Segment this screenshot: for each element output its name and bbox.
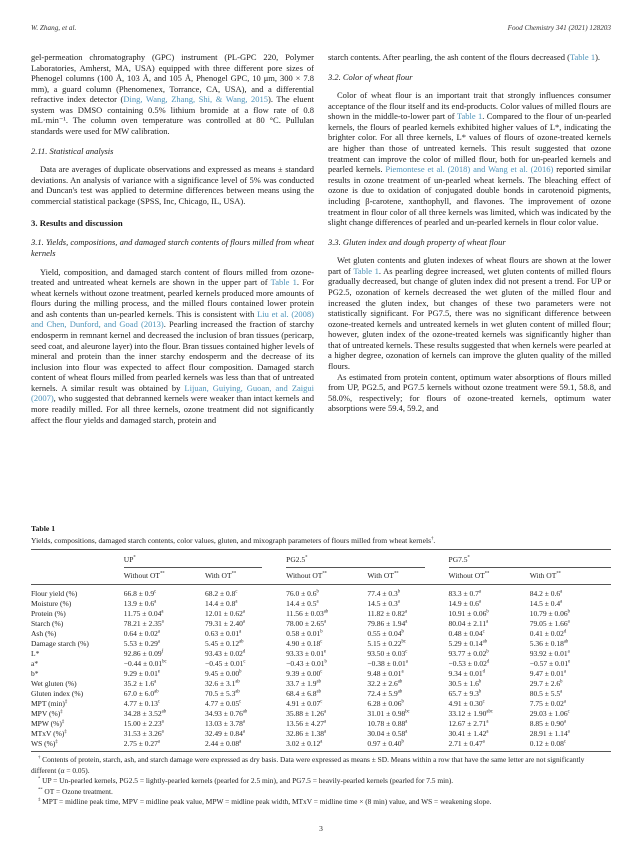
column-group-header: PG7.5* <box>449 550 611 569</box>
table-cell: 12.01 ± 0.62$^a$ <box>204 608 245 618</box>
citation-link[interactable]: Piemontese et al. (2018) and Wang et al. (2016) <box>385 164 554 175</box>
row-label: Wet gluten (%) <box>31 678 77 688</box>
body-text: Color of wheat flour is an important trait that strongly influences consumer acceptance of the flour itself and its end-products. Color values of milled flours are shown in the middle-to-lower part of <box>328 90 611 122</box>
table-cell: 93.33 ± 0.01$^e$ <box>286 648 327 658</box>
table-cell: 29.7 ± 2.6$^b$ <box>529 678 563 688</box>
section-heading: 3.1. Yields, compositions, and damaged starch contents of flours milled from wheat kernels <box>31 237 314 258</box>
table-row <box>31 678 611 688</box>
table-row <box>31 608 611 618</box>
table-cell: 79.31 ± 2.40$^a$ <box>204 618 245 628</box>
table-cell: 10.91 ± 0.06$^b$ <box>448 608 489 618</box>
table-cell: 11.56 ± 0.03$^{ab}$ <box>286 608 329 618</box>
table-row <box>31 598 611 608</box>
table-cell: 12.67 ± 2.71$^a$ <box>448 718 489 728</box>
table-cell: 4.91 ± 0.07$^c$ <box>286 698 323 708</box>
body-text: starch contents. After pearling, the ash content of the flours decreased ( <box>328 52 570 62</box>
table-cell: −0.43 ± 0.01$^b$ <box>286 658 327 668</box>
table-cell: 33.12 ± 1.90$^{abc}$ <box>448 708 493 718</box>
table-cell: 32.49 ± 0.84$^a$ <box>204 728 245 738</box>
row-label: Damage starch (%) <box>31 638 89 648</box>
table-cell: 14.9 ± 0.6$^a$ <box>448 598 481 608</box>
table-cell: 10.79 ± 0.06$^b$ <box>529 608 570 618</box>
table-cell: 77.4 ± 0.3$^b$ <box>367 588 401 598</box>
paragraph <box>31 164 314 206</box>
table-cell: 32.86 ± 1.38$^a$ <box>286 728 327 738</box>
table-cell: 68.2 ± 0.8$^c$ <box>204 588 238 598</box>
table-cell: 80.5 ± 5.5$^a$ <box>529 688 563 698</box>
paragraph <box>328 255 611 371</box>
body-text: . For wheat kernels without ozone treatment, pearled kernels produced more amounts of flours during the milling process, and the milled flours contained lower protein and ash contents than un-pearled kernels. This is consistent with <box>31 277 314 319</box>
table-cell: 14.5 ± 0.3$^a$ <box>367 598 400 608</box>
table-cell: 14.4 ± 0.5$^a$ <box>286 598 319 608</box>
table-cell: −0.44 ± 0.01$^{bc}$ <box>123 658 167 668</box>
footnote: ** OT = Ozone treatment. <box>38 786 113 796</box>
table-row <box>31 708 611 718</box>
table-cell: 28.91 ± 1.14$^a$ <box>529 728 570 738</box>
table-cell: 92.86 ± 0.09$^f$ <box>123 648 164 658</box>
table-cell: 79.05 ± 1.66$^a$ <box>529 618 570 628</box>
table-cell: 10.78 ± 0.88$^a$ <box>367 718 408 728</box>
body-text: reported similar results in ozone treatment of un-pearled wheat kernels. The bleaching effect of ozone is due to oxidation of conjugated double bonds in carotenoid pigments, including β-carotene, xanthophyll, and flavones. The improvement of ozone treatment in flour color of all three kernels was limited, which was indicated by the slight change differences of pearled and un-pearled kernels in flour color value. <box>328 164 611 228</box>
table-cell: 14.4 ± 0.8$^a$ <box>204 598 238 608</box>
table-cell: 30.5 ± 1.6$^b$ <box>448 678 482 688</box>
table-cell: 3.02 ± 0.12$^a$ <box>286 738 323 748</box>
table-cell: 5.15 ± 0.22$^{bc}$ <box>367 638 406 648</box>
column-subheader: With OT** <box>530 568 611 585</box>
table-cell: 31.53 ± 3.26$^a$ <box>123 728 164 738</box>
table-row <box>31 585 611 599</box>
body-text: . Pearling increased the fraction of starchy endosperm in remnant kernel and decreased the inclusion of bran tissues (pericarp, seed coat, and aleurone layer) into the flour. Bran tissues contained higher levels of mineral and protein than the inner starchy endosperm and the decrease of its inclusion into flour was expected to affect flour composition. Damaged starch content of wheat flours milled from pearled kernels was less than that of untreated kernels. A similar result was obtained by <box>31 319 315 393</box>
table-cell: 11.75 ± 0.04$^a$ <box>123 608 164 618</box>
table-cell: 5.36 ± 0.18$^{ab}$ <box>529 638 569 648</box>
table-cell: 0.64 ± 0.02$^a$ <box>123 628 160 638</box>
table-row <box>31 698 611 708</box>
section-heading: 2.11. Statistical analysis <box>31 145 114 156</box>
paragraph <box>328 52 611 63</box>
table-cell: 29.03 ± 1.06$^c$ <box>529 708 570 718</box>
table-cell: 79.86 ± 1.94$^a$ <box>367 618 408 628</box>
table-row <box>31 688 611 698</box>
table-cell: 9.47 ± 0.01$^a$ <box>529 668 566 678</box>
table-cell: −0.38 ± 0.01$^a$ <box>367 658 408 668</box>
table-cell: −0.45 ± 0.01$^c$ <box>204 658 246 668</box>
table-cell: 13.56 ± 4.27$^a$ <box>286 718 327 728</box>
running-head <box>31 24 611 32</box>
citation-link[interactable]: Lijuan, Guiying, Guoan, and Zaigui (2007) <box>31 382 315 404</box>
table-row <box>31 738 611 752</box>
table-row <box>31 658 611 668</box>
footnote: * UP = Un-pearled kernels, PG2.5 = lightly-pearled kernels (pearled for 2.5 min), and PG7.5 = heavily-pearled kernels (pearled for 7.5 min). <box>38 775 454 786</box>
paragraph <box>328 372 611 414</box>
row-label: WS (%)‡ <box>31 738 58 748</box>
body-text: Yield, composition, and damaged starch content of flours milled from ozone-treated and untreated wheat kernels are shown in the upper part of <box>31 266 314 288</box>
table-cell: 4.77 ± 0.13$^c$ <box>123 698 160 708</box>
table-cell: 2.71 ± 0.47$^a$ <box>448 738 485 748</box>
table-cell: 13.9 ± 0.6$^a$ <box>123 598 157 608</box>
row-label: MTxV (%)‡ <box>31 728 67 738</box>
row-label: a* <box>31 658 39 668</box>
table-cell: 13.03 ± 3.78$^a$ <box>204 718 245 728</box>
table-cell: 93.43 ± 0.02$^d$ <box>204 648 246 658</box>
table-cell: 30.04 ± 0.58$^a$ <box>367 728 408 738</box>
table-cell: 70.5 ± 5.3$^{ab}$ <box>204 688 240 698</box>
right-column <box>328 52 611 518</box>
table-row <box>31 648 611 658</box>
column-subheader: With OT** <box>367 568 448 585</box>
two-column-body <box>31 52 611 518</box>
running-head-journal: Food Chemistry 341 (2021) 128203 <box>507 24 611 32</box>
table-cell: 93.50 ± 0.03$^c$ <box>367 648 408 658</box>
table-cell: −0.53 ± 0.02$^d$ <box>448 658 490 668</box>
table-cell: 0.12 ± 0.08$^c$ <box>529 738 566 748</box>
table-cell: 6.28 ± 0.06$^b$ <box>367 698 404 708</box>
citation-link[interactable]: Table 1 <box>456 111 483 122</box>
table-cell: 2.75 ± 0.27$^a$ <box>123 738 160 748</box>
table-cell: 66.8 ± 0.9$^c$ <box>123 588 157 598</box>
table-cell: 32.6 ± 3.1$^{ab}$ <box>204 678 240 688</box>
row-label: Ash (%) <box>31 628 57 638</box>
table-cell: 11.82 ± 0.82$^a$ <box>367 608 408 618</box>
table-label: Table 1 <box>31 524 56 533</box>
table-cell: 5.53 ± 0.29$^a$ <box>123 638 160 648</box>
citation-link[interactable]: Liu et al. (2008) and Chen, Dunford, and Goad (2013) <box>31 308 315 330</box>
table-cell: 0.97 ± 0.40$^b$ <box>367 738 404 748</box>
table-cell: 0.48 ± 0.04$^c$ <box>448 628 485 638</box>
table-cell: 83.3 ± 0.7$^a$ <box>448 588 481 598</box>
table-cell: 5.29 ± 0.14$^{ab}$ <box>448 638 488 648</box>
table-cell: 93.92 ± 0.01$^a$ <box>529 648 570 658</box>
row-label: MPV (%)‡ <box>31 708 63 718</box>
table-cell: 35.2 ± 1.6$^a$ <box>123 678 157 688</box>
column-subheader: With OT** <box>205 568 286 585</box>
row-label: Flour yield (%) <box>31 588 78 598</box>
table-footnotes <box>31 755 611 808</box>
row-label: MPW (%)‡ <box>31 718 65 728</box>
table-cell: 80.04 ± 2.11$^a$ <box>448 618 489 628</box>
column-group-header: PG2.5* <box>286 550 448 569</box>
table-cell: 33.7 ± 1.9$^{ab}$ <box>286 678 321 688</box>
table-cell: 14.5 ± 0.4$^a$ <box>529 598 563 608</box>
paragraph <box>31 267 314 426</box>
body-text: . Compared to the flour of un-pearled kernels, the flours of pearled kernels exhibited higher values of L*, indicating the brighter color. For all three kernels, L* values of flours of ozone-treated kernels are higher than those of untreated kernels. This result suggested that ozone treatment can improve the color of milled flour, both for un-pearled kernels and pearled kernels. <box>328 111 611 175</box>
footnote: † Contents of protein, starch, ash, and starch damage were expressed as dry basis. Data were expressed as means ± SD. Means within a row that have the same letter are not significantly different (α = 0.05). <box>31 754 585 775</box>
column-subheader: Without OT** <box>449 568 530 585</box>
table-cell: 65.7 ± 9.3$^b$ <box>448 688 482 698</box>
column-subheader: Without OT** <box>124 568 205 585</box>
table-cell: 4.77 ± 0.05$^c$ <box>204 698 242 708</box>
column-group-header: UP* <box>124 550 286 569</box>
table-cell: 8.85 ± 0.90$^a$ <box>529 718 566 728</box>
body-text: ). The eluent system was DMSO containing 0.5% lithium bromide at a flow rate of 0.8 mL·min⁻¹. The column oven temperature was controlled at 80 °C. Pullulan standards were used for MW calibration. <box>31 94 314 137</box>
body-text: As estimated from protein content, optimum water absorptions of flours milled from UP, PG2.5, and PG7.5 kernels without ozone treatment were 59.1, 58.8, and 58.0%, respectively; for flours of ozone-treated kernels, optimum water absorptions were 59.4, 59.2, and <box>328 371 611 414</box>
row-label: L* <box>31 648 40 658</box>
table-cell: 0.63 ± 0.01$^a$ <box>204 628 242 638</box>
citation-link[interactable]: Ding, Wang, Zhang, Shi, & Wang, 2015 <box>123 94 269 105</box>
body-text: gel-permeation chromatography (GPC) instrument (PL-GPC 220, Polymer Laboratories, Amherst, MA, USA) equipped with three different pore sizes of Phenogel columns (100 Å, 103 Å, and 105 Å, Phenogel GPC, 10 μm, 300 × 7.8 mm), a guard column (Phenomenex, Torrance, CA, USA), and a differential refractive index detector ( <box>31 52 314 105</box>
table-cell: 4.90 ± 0.18$^c$ <box>286 638 323 648</box>
left-column <box>31 52 314 518</box>
section-heading: 3.2. Color of wheat flour <box>328 71 413 82</box>
page-number: 3 <box>319 823 323 833</box>
table-cell: 67.0 ± 6.0$^{ab}$ <box>123 688 159 698</box>
table-cell: 4.91 ± 0.30$^c$ <box>448 698 485 708</box>
row-label-header <box>31 568 124 585</box>
table-cell: 78.00 ± 2.65$^a$ <box>286 618 327 628</box>
table-cell: 9.45 ± 0.00$^b$ <box>204 668 242 678</box>
table-row <box>31 628 611 638</box>
table-cell: 32.2 ± 2.6$^{ab}$ <box>367 678 403 688</box>
table-cell: 5.45 ± 0.12$^{ab}$ <box>204 638 244 648</box>
table-cell: 9.29 ± 0.01$^e$ <box>123 668 160 678</box>
table-cell: 7.75 ± 0.02$^a$ <box>529 698 566 708</box>
table-cell: 31.01 ± 0.98$^{bc}$ <box>367 708 410 718</box>
row-label: Moisture (%) <box>31 598 72 608</box>
row-label: Starch (%) <box>31 618 64 628</box>
table-1-section <box>31 524 611 808</box>
table-cell: 72.4 ± 5.9$^{ab}$ <box>367 688 403 698</box>
table-cell: −0.57 ± 0.01$^e$ <box>529 658 571 668</box>
table-cell: 0.41 ± 0.02$^d$ <box>529 628 567 638</box>
row-label: Protein (%) <box>31 608 66 618</box>
table-cell: 2.44 ± 0.08$^a$ <box>204 738 242 748</box>
column-subheader: Without OT** <box>286 568 367 585</box>
table-row <box>31 618 611 628</box>
section-heading: 3.3. Gluten index and dough property of wheat flour <box>328 236 506 247</box>
table-cell: 30.41 ± 1.42$^a$ <box>448 728 489 738</box>
table-cell: 0.55 ± 0.04$^b$ <box>367 628 404 638</box>
table-cell: 93.77 ± 0.02$^b$ <box>448 648 489 658</box>
running-head-authors: W. Zhang, et al. <box>31 24 77 32</box>
table-cell: 0.58 ± 0.01$^b$ <box>286 628 323 638</box>
table-cell: 15.00 ± 2.23$^a$ <box>123 718 164 728</box>
table-row <box>31 668 611 678</box>
paragraph <box>31 52 314 137</box>
row-label: MPT (min)‡ <box>31 698 68 708</box>
table-cell: 9.39 ± 0.00$^c$ <box>286 668 323 678</box>
body-text: Data are averages of duplicate observations and expressed as means ± standard deviations. An analysis of variance with a significance level of 5% was conducted and Duncan's test was applied to determine differences between means using the commercial statistical package (SPSS, Inc, Chicago, IL, USA). <box>31 164 314 206</box>
table-cell: 84.2 ± 0.6$^a$ <box>529 588 563 598</box>
table-cell: 78.21 ± 2.35$^a$ <box>123 618 164 628</box>
table-cell: 35.88 ± 1.26$^a$ <box>286 708 327 718</box>
citation-link[interactable]: Table 1 <box>569 52 596 62</box>
paragraph <box>328 90 611 228</box>
table-cell: 9.34 ± 0.01$^d$ <box>448 668 485 678</box>
footnote: ‡ MPT = midline peak time, MPV = midline peak value, MPW = midline peak width, MTxV = midline time × (8 min) value, and WS = weakening slope. <box>38 796 492 807</box>
table-row <box>31 718 611 728</box>
table-caption: Yields, compositions, damaged starch contents, color values, gluten, and mixograph parameters of flours milled from wheat kernels†. <box>31 536 436 545</box>
table-cell: 68.4 ± 6.8$^{ab}$ <box>286 688 321 698</box>
data-table <box>31 549 611 752</box>
citation-link[interactable]: Table 1 <box>353 265 379 276</box>
table-row <box>31 728 611 738</box>
table-cell: 34.93 ± 0.76$^{ab}$ <box>204 708 248 718</box>
table-row <box>31 638 611 648</box>
page-footer <box>31 824 611 833</box>
citation-link[interactable]: Table 1 <box>270 277 297 288</box>
table-cell: 76.0 ± 0.6$^b$ <box>286 588 319 598</box>
row-label: b* <box>31 668 39 678</box>
body-text: ). <box>595 52 601 62</box>
row-label: Gluten index (%) <box>31 688 84 698</box>
section-heading: 3. Results and discussion <box>31 217 123 228</box>
body-text: Wet gluten contents and gluten indexes of wheat flours are shown at the lower part of <box>328 255 611 276</box>
table-cell: 9.48 ± 0.01$^a$ <box>367 668 404 678</box>
row-label-header <box>31 550 124 569</box>
body-text: , who suggested that debranned kernels were weaker than intact kernels and more readily milled. For all three kernels, ozone treatment did not significantly affect the flour yields and damaged starch, protein and <box>31 393 314 425</box>
table-cell: 34.28 ± 3.52$^{ab}$ <box>123 708 167 718</box>
body-text: . As pearling degree increased, wet gluten contents of milled flours gradually decreased, but change of gluten index did not present a trend. For UP or PG2.5, ozonation of kernels decreased the wet gluten of the milled flour and increased the gluten index, but changes of these two parameters were not statistically significant. For PG7.5, there was no significant difference between ozone-treated kernels and untreated kernels in wet gluten content of milled flour; however, gluten index of the ozone-treated kernels was significantly higher than that of untreated kernels. These results suggested that when kernels were pearled at a higher degree, ozonation of kernels can improve the gluten quality of the milled flours. <box>328 265 611 372</box>
